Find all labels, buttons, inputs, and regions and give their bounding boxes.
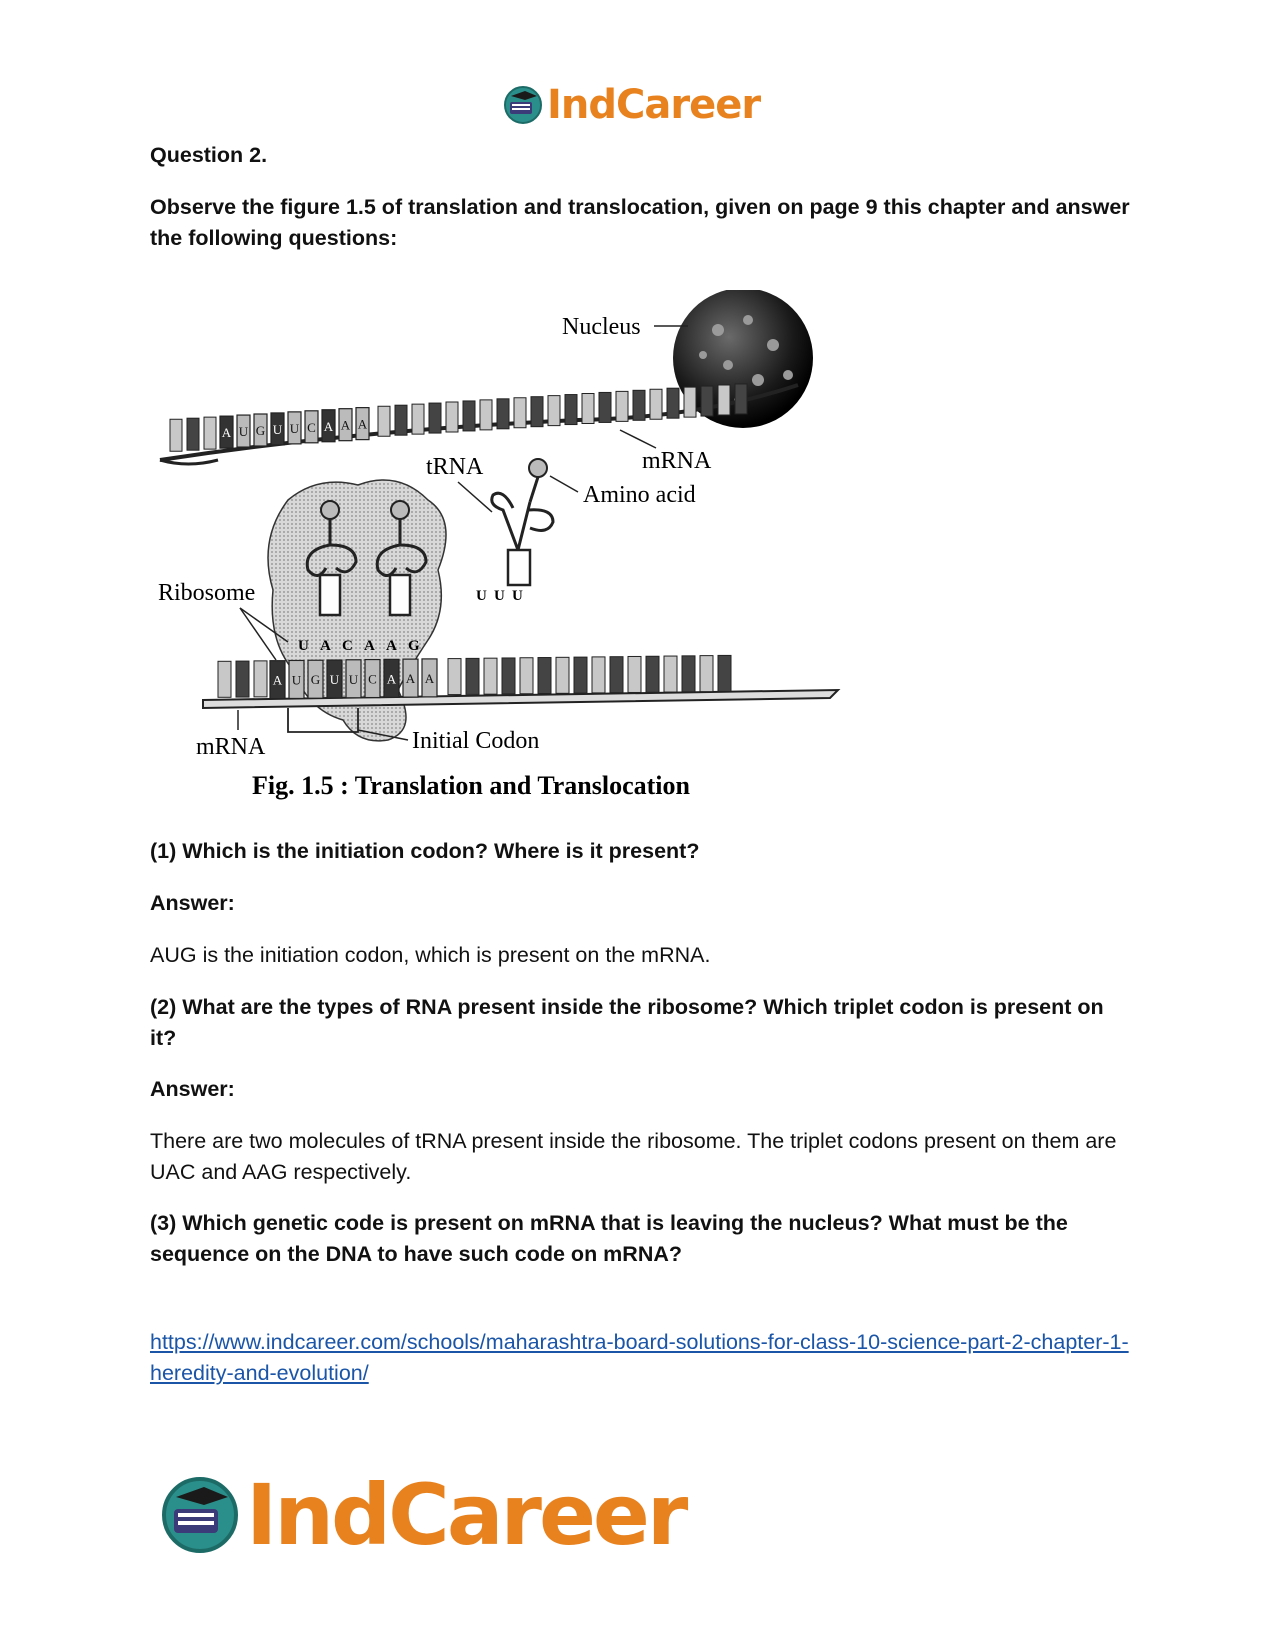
mrna-stub: [646, 656, 659, 692]
mrna-stub: [412, 404, 424, 434]
mrna-stub: [599, 392, 611, 422]
globe-book-icon: [160, 1475, 240, 1555]
mrna-stub: [484, 658, 497, 694]
ribosome-anticodon-0: U: [298, 638, 309, 654]
mrna-stub: [218, 661, 231, 697]
label-trna: tRNA: [426, 454, 484, 480]
label-amino-acid: Amino acid: [583, 482, 696, 508]
mrna-stub: [616, 391, 628, 421]
mrna-stub: [628, 656, 641, 692]
bottom-base-label-6: A: [386, 671, 397, 687]
mrna-stub: [556, 657, 569, 693]
header-logo: [503, 80, 760, 130]
mrna-stub: [650, 389, 662, 419]
brand-name-footer: IndCareer: [246, 1466, 686, 1564]
mrna-stub: [480, 400, 492, 430]
mrna-stub: [520, 658, 533, 694]
mrna-stub: [497, 399, 509, 429]
globe-book-icon: [503, 85, 543, 125]
mrna-stub: [700, 656, 713, 692]
top-base-label-4: U: [289, 420, 300, 436]
bottom-base-label-1: U: [291, 672, 302, 688]
answer-2: There are two molecules of tRNA present inside the ribosome. The triplet codons present on them are UAC and AAG respectively.: [150, 1129, 1117, 1184]
mrna-stub: [236, 661, 249, 697]
top-base-label-8: A: [357, 416, 368, 432]
top-base-label-6: A: [323, 418, 334, 434]
bottom-base-label-4: U: [348, 671, 359, 687]
free-anticodon-1: U: [494, 588, 505, 604]
bottom-base-label-7: A: [405, 671, 416, 687]
label-ribosome: Ribosome: [158, 580, 256, 606]
mrna-stub: [582, 394, 594, 424]
question-3: (3) Which genetic code is present on mRNA that is leaving the nucleus? What must be the sequence on the DNA to have such code on mRNA?: [150, 1211, 1068, 1266]
ribosome-anticodon-4: A: [386, 638, 397, 654]
top-base-label-1: U: [238, 424, 249, 440]
question-title: Question 2.: [150, 143, 268, 167]
mrna-stub: [701, 386, 713, 416]
footer-logo: [160, 1466, 686, 1564]
mrna-stub: [514, 398, 526, 428]
free-trna: [476, 459, 553, 604]
top-base-label-5: C: [307, 419, 316, 435]
mrna-stub: [610, 657, 623, 693]
mrna-stub: [735, 384, 747, 414]
mrna-stub: [718, 385, 730, 415]
top-strand-bases: [220, 408, 369, 449]
translation-figure: [158, 290, 898, 855]
brand-name: IndCareer: [547, 82, 761, 128]
mrna-stub: [446, 402, 458, 432]
top-base-label-2: G: [255, 423, 266, 438]
mrna-stub: [565, 395, 577, 425]
label-mrna-bottom: mRNA: [196, 734, 266, 760]
mrna-stub: [378, 406, 390, 436]
bottom-strand-bases: [270, 659, 437, 699]
mrna-stub: [684, 387, 696, 417]
top-base-label-0: A: [221, 425, 232, 441]
mrna-stub: [574, 657, 587, 693]
mrna-stub: [538, 658, 551, 694]
bottom-base-label-5: C: [368, 671, 377, 687]
bottom-base-label-2: G: [310, 672, 321, 688]
bottom-base-label-8: A: [424, 670, 435, 686]
mrna-stub: [254, 661, 267, 697]
answer-1: AUG is the initiation codon, which is present on the mRNA.: [150, 943, 711, 967]
mrna-stub: [664, 656, 677, 692]
mrna-stub: [502, 658, 515, 694]
answer-label-1: Answer:: [150, 891, 235, 915]
mrna-stub: [463, 401, 475, 431]
mrna-stub: [531, 397, 543, 427]
mrna-stub: [448, 659, 461, 695]
figure-caption: Fig. 1.5 : Translation and Translocation: [252, 771, 690, 800]
mrna-stub: [667, 388, 679, 418]
mrna-stub: [204, 417, 216, 449]
question-intro: Observe the figure 1.5 of translation and translocation, given on page 9 this chapter and answer the following questions:: [150, 195, 1130, 250]
ribosome-anticodon-1: A: [320, 638, 331, 654]
source-link[interactable]: https://www.indcareer.com/schools/maharashtra-board-solutions-for-class-10-science-part-2-chapter-1-heredity-and-evolution/: [150, 1330, 1129, 1385]
mrna-stub: [395, 405, 407, 435]
mrna-stub: [718, 655, 731, 691]
label-mrna-top: mRNA: [642, 448, 712, 474]
question-2: (2) What are the types of RNA present inside the ribosome? Which triplet codon is present on it?: [150, 995, 1104, 1050]
ribosome-anticodon-2: C: [342, 638, 353, 654]
bottom-base-label-3: U: [329, 672, 340, 688]
free-anticodon-0: U: [476, 588, 487, 604]
mrna-stub: [548, 396, 560, 426]
mrna-stub: [592, 657, 605, 693]
bottom-base-label-0: A: [272, 672, 283, 688]
ribosome-anticodon-3: A: [364, 638, 375, 654]
free-anticodon-2: U: [512, 588, 523, 604]
answer-label-2: Answer:: [150, 1077, 235, 1101]
mrna-stub: [187, 418, 199, 450]
question-1: (1) Which is the initiation codon? Where is it present?: [150, 839, 700, 863]
mrna-stub: [682, 656, 695, 692]
mrna-stub: [429, 403, 441, 433]
label-initial-codon: Initial Codon: [412, 728, 540, 754]
mrna-stub: [466, 658, 479, 694]
mrna-stub: [633, 390, 645, 420]
top-base-label-7: A: [340, 417, 351, 433]
label-nucleus: Nucleus: [562, 314, 641, 340]
ribosome-anticodon-5: G: [408, 638, 420, 654]
mrna-stub: [170, 419, 182, 451]
top-base-label-3: U: [272, 421, 283, 437]
